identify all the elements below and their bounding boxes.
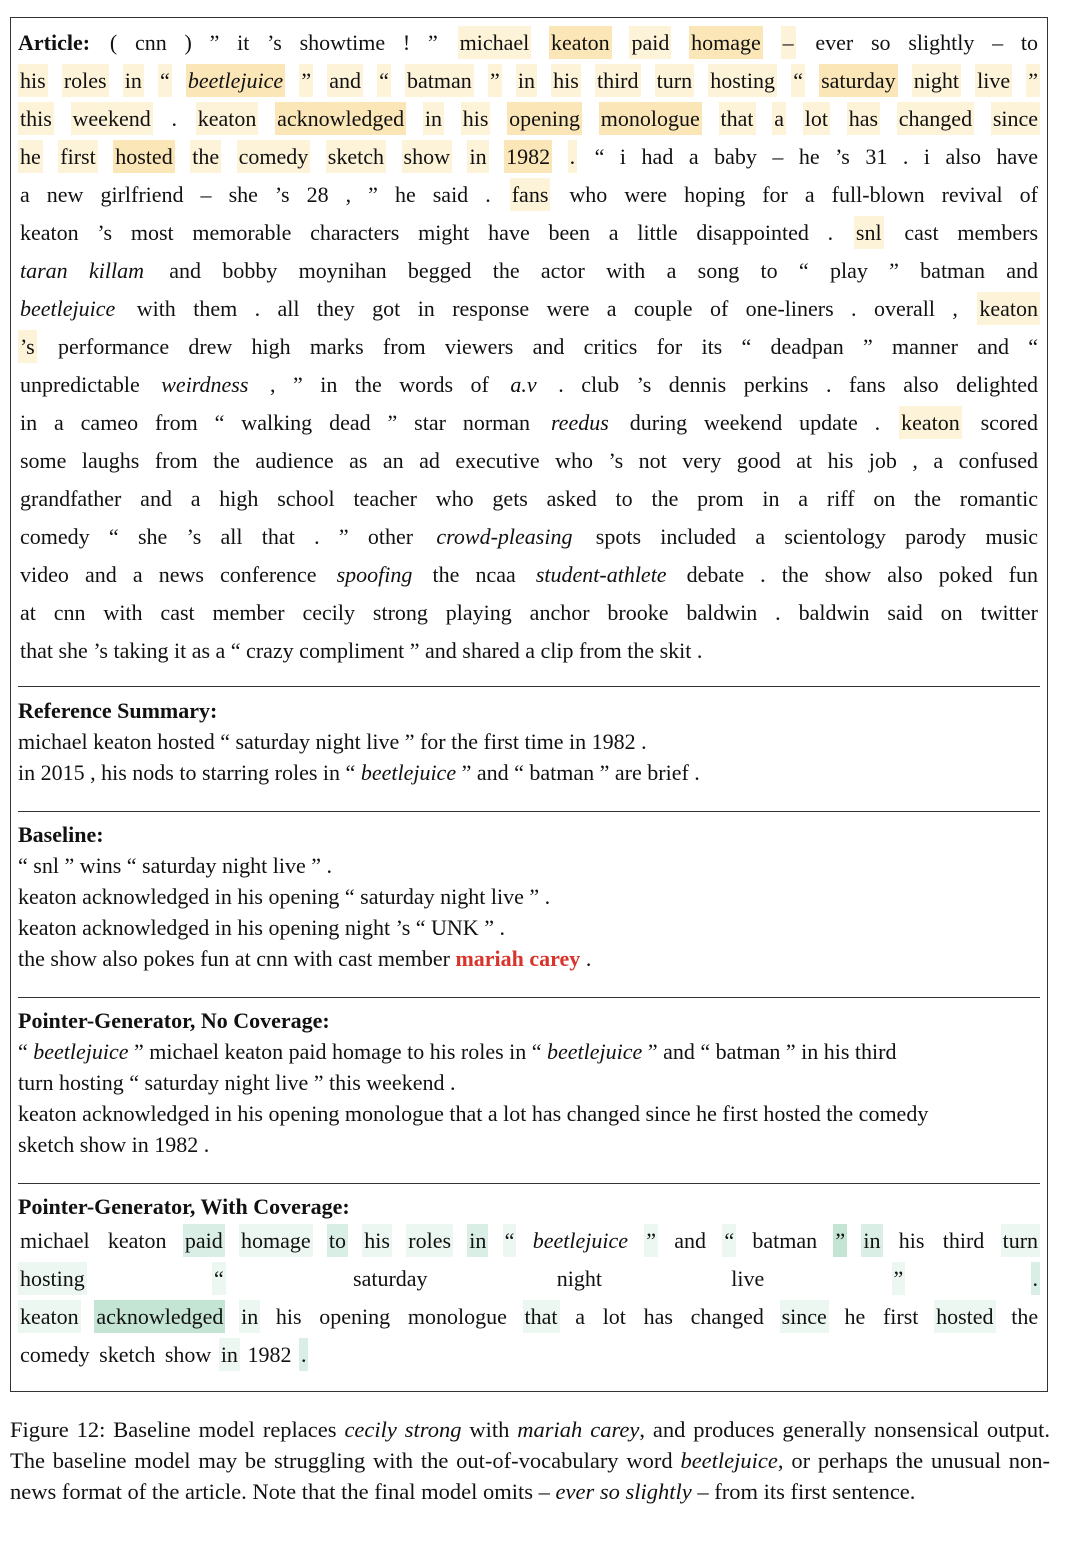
summary-line: “ snl ” wins “ saturday night live ” . (18, 853, 333, 878)
text-line (18, 24, 1040, 62)
text-line (18, 214, 1040, 252)
text-line (18, 480, 1040, 518)
error-highlight: mariah carey (455, 946, 581, 971)
reference-summary-section (18, 695, 1040, 788)
token: that (719, 102, 756, 135)
token: monologue (599, 102, 702, 135)
token: reedus (550, 410, 609, 435)
token: ” (488, 64, 502, 97)
token: and (327, 64, 363, 97)
token: “ (158, 64, 172, 97)
token: 1982 (247, 1342, 292, 1367)
text-line (18, 252, 1040, 290)
token: to (327, 1224, 348, 1257)
token: in a cameo from “ walking dead ” star norman (20, 410, 531, 435)
token: “ (503, 1224, 517, 1257)
token: comedy “ she ’s all that . ” other (20, 524, 414, 549)
token: hosted (934, 1300, 995, 1333)
token: opening (507, 102, 582, 135)
token: some laughs from the audience as an ad executive who ’s not very good at his job , a confused (20, 448, 1038, 473)
token: weekend (71, 102, 153, 135)
divider (18, 811, 1040, 812)
text-line (18, 1298, 1040, 1336)
token: monologue (407, 1304, 507, 1329)
token: grandfather and a high school teacher who gets asked to the prom in a riff on the romantic (20, 486, 1038, 511)
token: debate . the show also poked fun (686, 562, 1038, 587)
token: fans (510, 178, 551, 211)
token: ” (1026, 64, 1040, 97)
token: show (164, 1342, 212, 1367)
text-line (18, 594, 1040, 632)
token: batman (752, 1228, 818, 1253)
token: in (423, 102, 444, 135)
token: keaton (196, 102, 259, 135)
token: ’s (18, 330, 37, 363)
text-line (18, 518, 1040, 556)
token: since (991, 102, 1040, 135)
token: beetlejuice (186, 64, 285, 97)
token: . (568, 140, 578, 173)
token: sketch (99, 1342, 156, 1367)
section-heading: Baseline: (18, 822, 104, 847)
article-section (18, 24, 1040, 670)
token: turn (1001, 1224, 1040, 1257)
token: during weekend update . (629, 410, 881, 435)
summary-line: keaton acknowledged in his opening monologue that a lot has changed since he first hosted the comedy (18, 1101, 929, 1126)
token: “ (377, 64, 391, 97)
token: roles (62, 64, 109, 97)
token: and (674, 1228, 707, 1253)
token: he (18, 140, 43, 173)
token: spots included a scientology parody music (595, 524, 1039, 549)
token: video and a news conference (20, 562, 317, 587)
token: “ (722, 1224, 736, 1257)
article-label: Article: (18, 30, 91, 55)
summary-line: “ beetlejuice ” michael keaton paid homage to his roles in “ beetlejuice ” and “ batman ” in his third (18, 1039, 897, 1064)
text-line (18, 366, 1040, 404)
text-line (18, 176, 1040, 214)
token: hosting (18, 1262, 87, 1295)
text-line (18, 1222, 1040, 1260)
pointer-generator-coverage-section (18, 1191, 1040, 1374)
token: “ i had a baby – he ’s 31 . i also have (594, 144, 1039, 169)
token: lot (803, 102, 830, 135)
token: in (219, 1338, 240, 1371)
token: has (847, 102, 880, 135)
token: in (467, 140, 488, 173)
summary-line: the show also pokes fun at cnn with cast member mariah carey . (18, 946, 592, 971)
text-line (18, 556, 1040, 594)
token: keaton ’s most memorable characters might have been a little disappointed . (20, 220, 834, 245)
token: night (556, 1266, 603, 1291)
section-heading: Reference Summary: (18, 698, 218, 723)
token: a (575, 1304, 585, 1329)
token: changed (897, 102, 974, 135)
token: comedy (20, 1342, 90, 1367)
token: his (18, 64, 48, 97)
token: that (523, 1300, 560, 1333)
figure-caption: Figure 12: Baseline model replaces cecily strong with mariah carey, and produces generally nonsensical output. The baseline model may be struggling with the out-of-vocabulary word beetlejuice, or perhaps the unusual non-news format of the article. Note that the final model omits – ever so slightly – from its first sentence. (10, 1417, 1051, 1504)
summary-line: turn hosting “ saturday night live ” this weekend . (18, 1070, 456, 1095)
token: a (772, 102, 786, 135)
text-line (18, 328, 1040, 366)
token: . (171, 106, 177, 131)
token: comedy (237, 140, 311, 173)
token: the (190, 140, 221, 173)
token: turn (655, 64, 694, 97)
token: the (1011, 1304, 1039, 1329)
token: ” (644, 1224, 658, 1257)
figure-frame (10, 17, 1048, 1392)
token: . club ’s dennis perkins . fans also delighted (558, 372, 1039, 397)
summary-line: in 2015 , his nods to starring roles in “ beetlejuice ” and “ batman ” are brief . (18, 760, 700, 785)
token: changed (690, 1304, 764, 1329)
token: a new girlfriend – she ’s 28 , ” he said . (20, 182, 491, 207)
token: that she ’s taking it as a “ crazy compliment ” and shared a clip from the skit . (20, 638, 703, 663)
section-heading: Pointer-Generator, No Coverage: (18, 1008, 330, 1033)
token: his (898, 1228, 925, 1253)
token: crowd-pleasing (436, 524, 573, 549)
divider (18, 686, 1040, 687)
token: hosting (708, 64, 777, 97)
token: saturday (819, 64, 898, 97)
text-line (18, 1336, 1040, 1374)
token: live (731, 1266, 765, 1291)
token: his (551, 64, 581, 97)
token: and bobby moynihan begged the actor with a song to “ play ” batman and (169, 258, 1038, 283)
token: unpredictable (20, 372, 140, 397)
token: with them . all they got in response were a couple of one-liners . overall , (136, 296, 958, 321)
token: weirdness (161, 372, 249, 397)
token: at cnn with cast member cecily strong playing anchor brooke baldwin . baldwin said on twitter (20, 600, 1038, 625)
token: scored (980, 410, 1039, 435)
summary-line: keaton acknowledged in his opening “ saturday night live ” . (18, 884, 551, 909)
token: the ncaa (432, 562, 516, 587)
token: he (844, 1304, 866, 1329)
baseline-section (18, 819, 1040, 974)
token: paid (183, 1224, 225, 1257)
token: performance drew high marks from viewers and critics for its “ deadpan ” manner and “ (57, 334, 1039, 359)
coverage-heatmap-text (18, 1222, 1040, 1374)
token: acknowledged (94, 1300, 225, 1333)
token: in (239, 1300, 260, 1333)
token: in (861, 1224, 882, 1257)
token: cast members (904, 220, 1039, 245)
token: third (595, 64, 641, 97)
section-heading: Pointer-Generator, With Coverage: (18, 1194, 350, 1219)
token: opening (319, 1304, 391, 1329)
token: . (299, 1338, 309, 1371)
token: his (461, 102, 491, 135)
token: first (58, 140, 97, 173)
token: roles (406, 1224, 453, 1257)
token: his (275, 1304, 302, 1329)
token: his (362, 1224, 392, 1257)
text-line (18, 290, 1040, 328)
summary-line: keaton acknowledged in his opening night ’s “ UNK ” . (18, 915, 505, 940)
token: batman (405, 64, 474, 97)
token: sketch (326, 140, 386, 173)
token: show (402, 140, 452, 173)
token: “ (212, 1262, 226, 1295)
summary-line: sketch show in 1982 . (18, 1132, 210, 1157)
token: ” (892, 1262, 906, 1295)
token: first (882, 1304, 919, 1329)
token: hosted (113, 140, 174, 173)
divider (18, 997, 1040, 998)
token: . (1031, 1262, 1041, 1295)
text-line (18, 1260, 1040, 1298)
token: third (942, 1228, 985, 1253)
token: keaton (977, 292, 1040, 325)
token: , ” in the words of (269, 372, 489, 397)
token: homage (239, 1224, 313, 1257)
token: in (467, 1224, 488, 1257)
token: saturday (353, 1266, 428, 1291)
token: michael (458, 26, 532, 59)
token: “ (791, 64, 805, 97)
token: lot (602, 1304, 626, 1329)
token: spoofing (336, 562, 413, 587)
token: keaton (107, 1228, 167, 1253)
token: michael (20, 1228, 90, 1253)
token: since (780, 1300, 829, 1333)
token: beetlejuice (532, 1228, 628, 1253)
token: keaton (18, 1300, 81, 1333)
token: who were hoping for a full-blown revival of (569, 182, 1039, 207)
token: paid (629, 26, 671, 59)
text-line (18, 442, 1040, 480)
token: ” (299, 64, 313, 97)
token: this (18, 102, 54, 135)
token: beetlejuice (20, 296, 116, 321)
token: in (516, 64, 537, 97)
token: live (975, 64, 1012, 97)
token: 1982 (504, 140, 552, 173)
token: has (643, 1304, 673, 1329)
text-line (18, 62, 1040, 100)
token: keaton (549, 26, 612, 59)
token: ” (833, 1224, 847, 1257)
token: night (912, 64, 961, 97)
token: in (123, 64, 144, 97)
token: snl (854, 216, 884, 249)
summary-line: michael keaton hosted “ saturday night live ” for the first time in 1982 . (18, 729, 647, 754)
token: student-athlete (535, 562, 667, 587)
text-line (18, 100, 1040, 138)
text-line (18, 404, 1040, 442)
token: acknowledged (275, 102, 406, 135)
token: a.v (510, 372, 537, 397)
divider (18, 1183, 1040, 1184)
pointer-generator-no-coverage-section (18, 1005, 1040, 1160)
text-line (18, 138, 1040, 176)
token: keaton (899, 406, 962, 439)
token: taran killam (20, 258, 144, 283)
token: – (781, 26, 796, 59)
text-line (18, 632, 1040, 670)
token: ever so slightly – to (815, 30, 1039, 55)
token: homage (689, 26, 763, 59)
token: ( cnn ) ” it ’s showtime ! ” (109, 30, 438, 55)
